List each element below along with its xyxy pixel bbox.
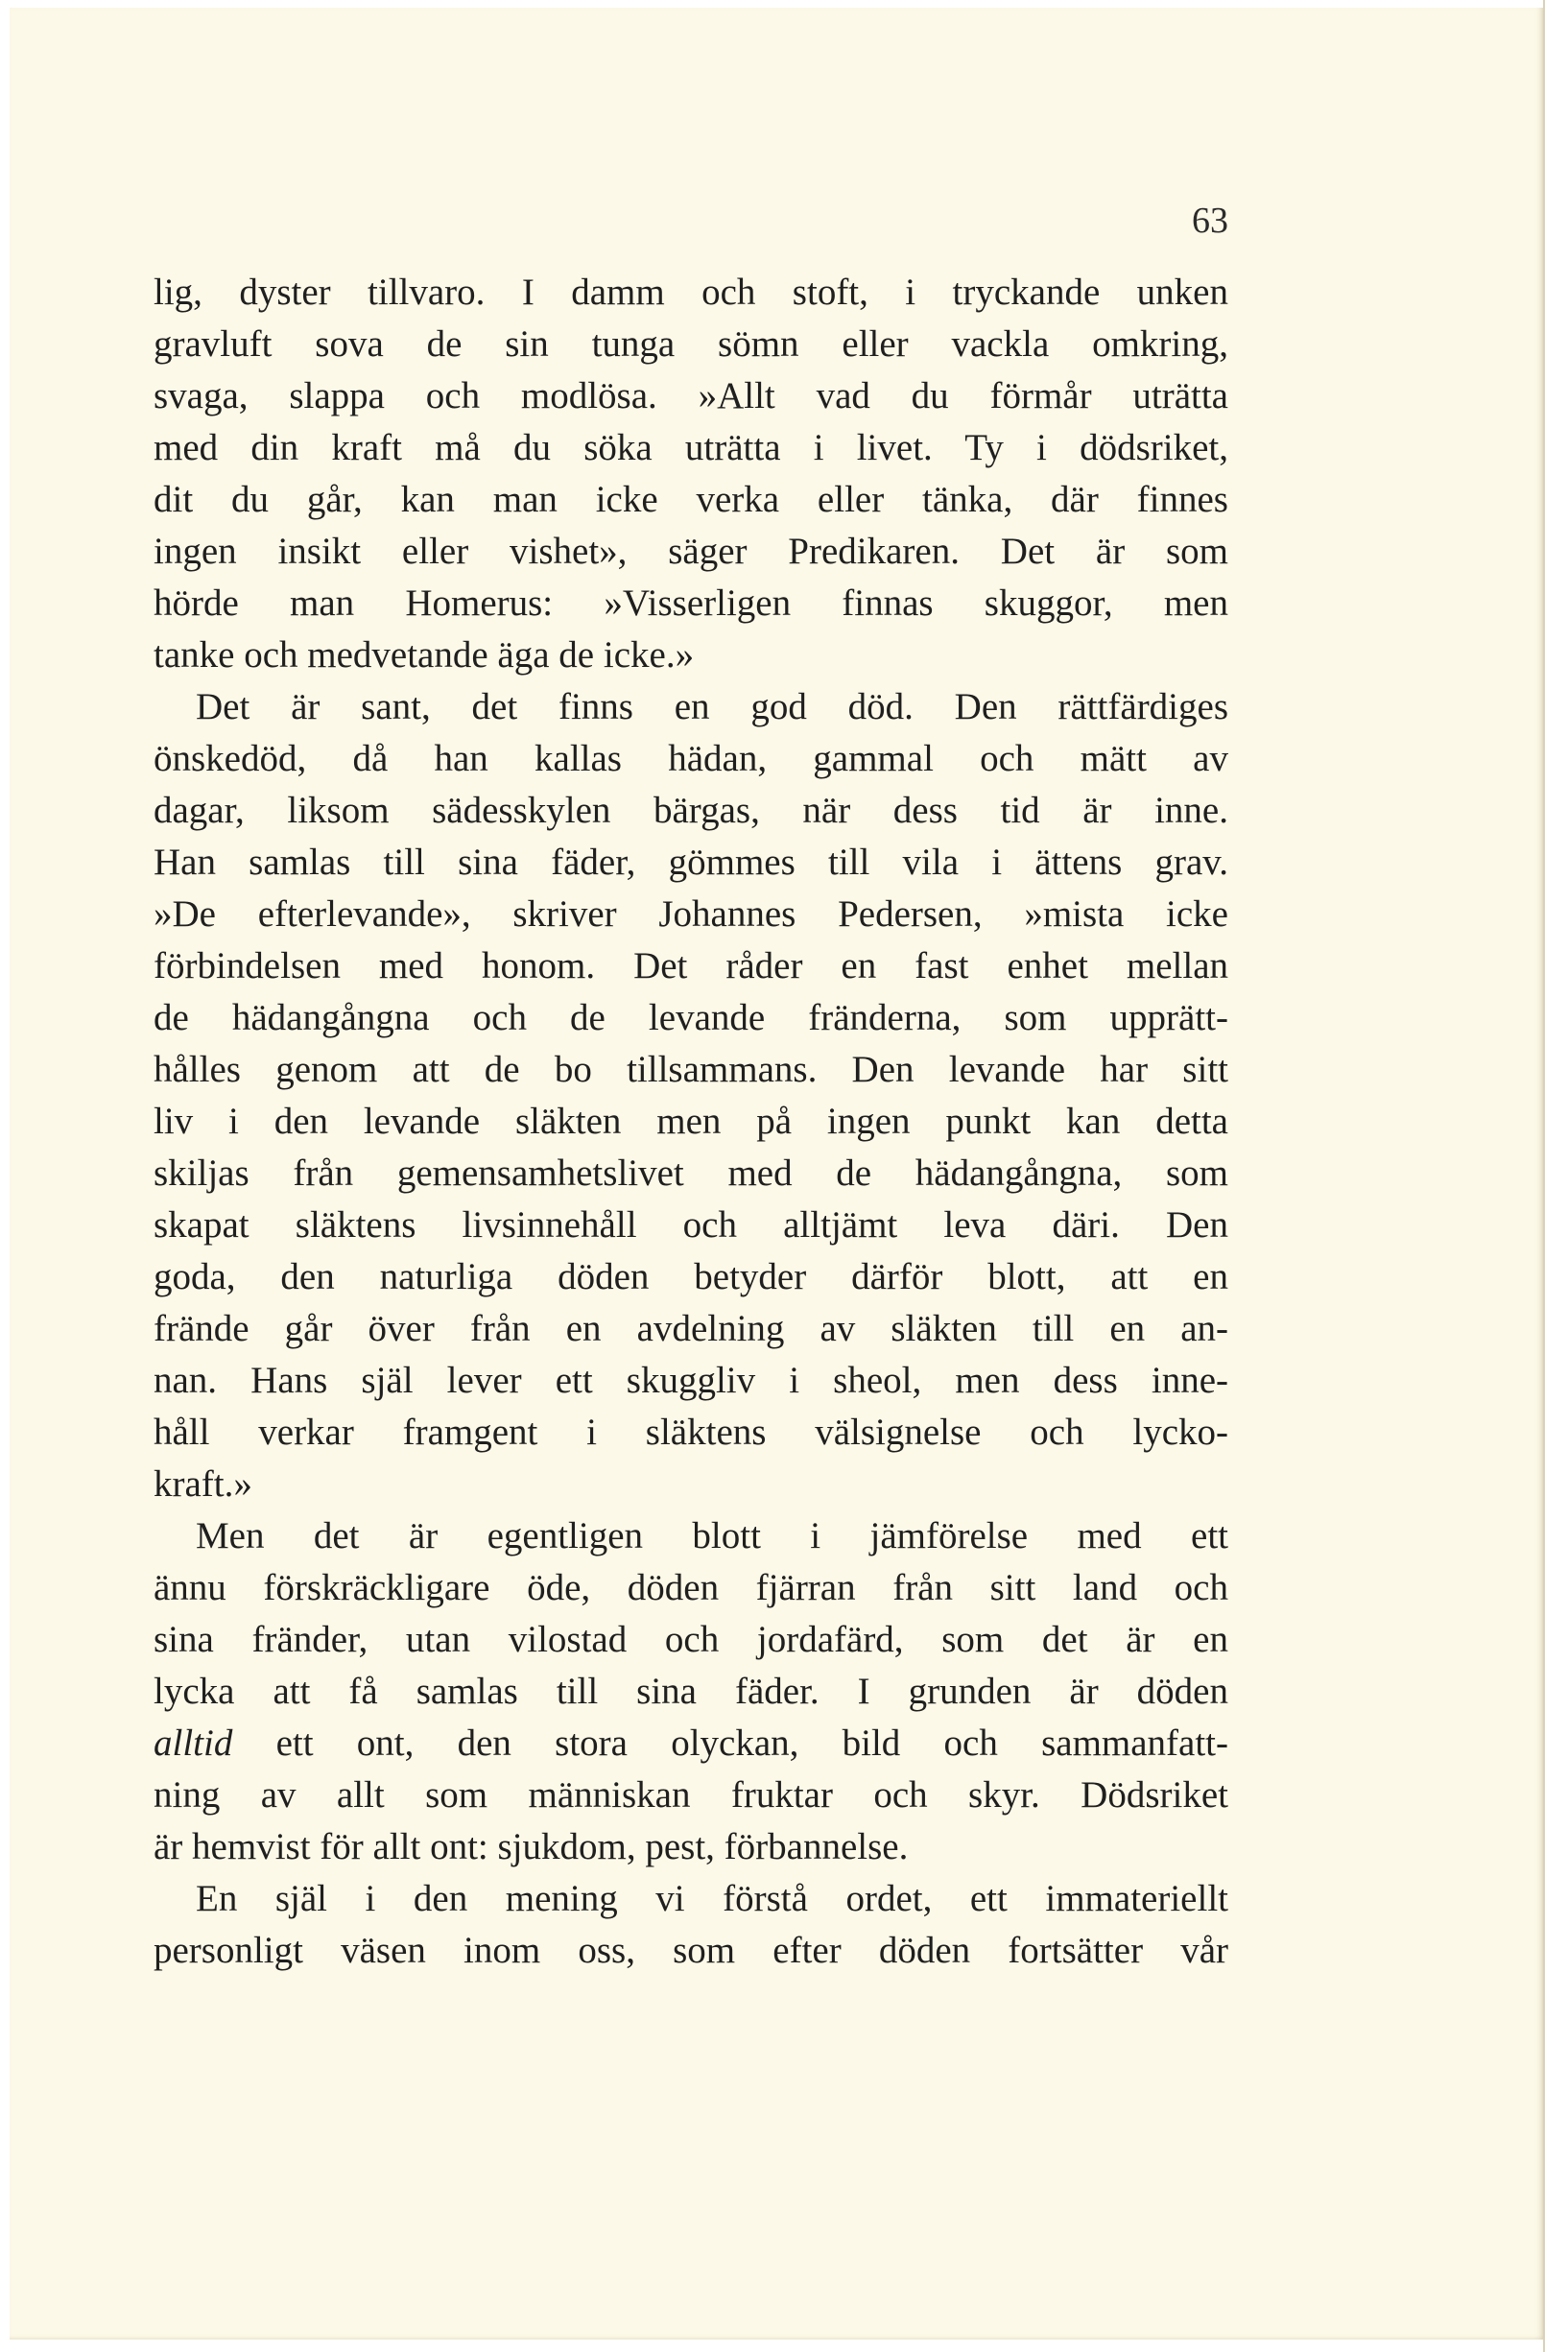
text-line: nan. Hans själ lever ett skuggliv i sheol, men dess inne- xyxy=(154,1360,1228,1401)
text-line: svaga, slappa och modlösa. »Allt vad du förmår uträtta xyxy=(154,375,1228,416)
text-line: dagar, liksom sädesskylen bärgas, när dess tid är inne. xyxy=(154,790,1228,831)
text-line: Han samlas till sina fäder, gömmes till vila i ättens grav. xyxy=(154,842,1228,883)
line-text: ett ont, den stora olyckan, bild och sammanfatt- xyxy=(232,1722,1228,1764)
italic-word: alltid xyxy=(154,1722,233,1764)
text-line: sina fränder, utan vilostad och jordafärd, som det är en xyxy=(154,1619,1228,1660)
text-line: tanke och medvetande äga de icke.» xyxy=(154,634,695,676)
text-line: kraft.» xyxy=(154,1463,252,1505)
text-line: dit du går, kan man icke verka eller tänka, där finnes xyxy=(154,479,1228,520)
text-line: ingen insikt eller vishet», säger Predikaren. Det är som xyxy=(154,531,1228,572)
text-line: liv i den levande släkten men på ingen punkt kan detta xyxy=(154,1101,1228,1142)
book-page xyxy=(10,8,1543,2340)
body-text xyxy=(154,267,1228,1977)
text-line: lig, dyster tillvaro. I damm och stoft, i tryckande unken xyxy=(154,272,1228,313)
page-number: 63 xyxy=(1192,201,1228,241)
text-line: skapat släktens livsinnehåll och alltjämt leva däri. Den xyxy=(154,1204,1228,1246)
text-line: ning av allt som människan fruktar och skyr. Dödsriket xyxy=(154,1774,1228,1816)
text-line: skiljas från gemensamhetslivet med de hädangångna, som xyxy=(154,1152,1228,1194)
text-line: hörde man Homerus: »Visserligen finnas skuggor, men xyxy=(154,582,1228,624)
text-line: goda, den naturliga döden betyder därför blott, att en xyxy=(154,1256,1228,1297)
text-line: önskedöd, då han kallas hädan, gammal och mätt av xyxy=(154,738,1228,779)
text-line: hålles genom att de bo tillsammans. Den levande har sitt xyxy=(154,1049,1228,1090)
text-line: »De efterlevande», skriver Johannes Pedersen, »mista icke xyxy=(154,893,1228,935)
text-line: förbindelsen med honom. Det råder en fast enhet mellan xyxy=(154,945,1228,986)
text-line: frände går över från en avdelning av släkten till en an- xyxy=(154,1308,1228,1349)
text-line: ännu förskräckligare öde, döden fjärran från sitt land och xyxy=(154,1567,1228,1608)
text-line: En själ i den mening vi förstå ordet, ett immateriellt xyxy=(196,1878,1228,1919)
text-line: personligt väsen inom oss, som efter döden fortsätter vår xyxy=(154,1930,1228,1971)
text-line: håll verkar framgent i släktens välsignelse och lycko- xyxy=(154,1412,1228,1453)
text-line: är hemvist för allt ont: sjukdom, pest, förbannelse. xyxy=(154,1826,909,1867)
scan-edge xyxy=(1543,0,1568,2352)
text-line: med din kraft må du söka uträtta i livet. Ty i dödsriket, xyxy=(154,427,1228,468)
text-line: de hädangångna och de levande fränderna, som upprätt- xyxy=(154,997,1228,1038)
text-line: gravluft sova de sin tunga sömn eller vackla omkring, xyxy=(154,323,1228,365)
text-line: Men det är egentligen blott i jämförelse med ett xyxy=(196,1515,1228,1556)
text-line: Det är sant, det finns en god död. Den rättfärdiges xyxy=(196,686,1228,727)
text-line xyxy=(154,1718,1228,1770)
text-line: lycka att få samlas till sina fäder. I grunden är döden xyxy=(154,1671,1228,1712)
